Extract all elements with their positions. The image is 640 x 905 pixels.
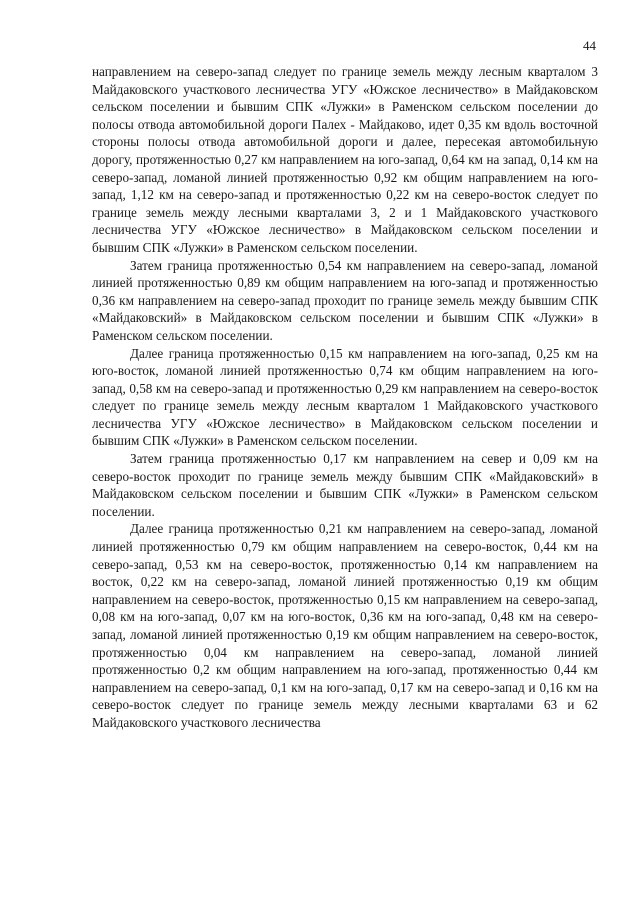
paragraph-4: Затем граница протяженностью 0,17 км направлением на север и 0,09 км на северо-восток проходит по границе земель между бывшим СПК «Майдаковский» в Майдаковском сельском поселении и бывшим СПК «Лужки» в Раменском сельском поселении. <box>92 451 598 519</box>
paragraph-1: направлением на северо-запад следует по границе земель между лесным кварталом 3 Майдаковского участкового лесничества УГУ «Южское лесничество» в Майдаковском сельском поселении и бывшим СПК «Лужки» в Раменском сельском поселении до полосы отвода автомобильной дороги Палех - Майдаково, идет 0,35 км вдоль восточной стороны полосы отвода автомобильной дороги и далее, пересекая автомобильную дорогу, протяженностью 0,27 км направлением на юго-запад, 0,64 км на запад, 0,14 км на северо-запад, ломаной линией протяженностью 0,92 км общим направлением на юго-запад, 1,12 км на северо-запад и протяженностью 0,22 км на северо-восток следует по границе земель между лесными кварталами 3, 2 и 1 Майдаковского участкового лесничества УГУ «Южское лесничество» в Майдаковском сельском поселении и бывшим СПК «Лужки» в Раменском сельском поселении. <box>92 64 598 255</box>
document-body <box>92 63 598 732</box>
paragraph-3: Далее граница протяженностью 0,15 км направлением на юго-запад, 0,25 км на юго-восток, ломаной линией протяженностью 0,74 км общим направлением на юго-запад, 0,58 км на северо-запад и протяженностью 0,29 км направлением на северо-восток следует по границе земель между лесным кварталом 1 Майдаковского участкового лесничества УГУ «Южское лесничество» в Майдаковском сельском поселении и бывшим СПК «Лужки» в Раменском сельском поселении. <box>92 345 598 449</box>
paragraph-5: Далее граница протяженностью 0,21 км направлением на северо-запад, ломаной линией протяженностью 0,79 км общим направлением на северо-восток, 0,44 км на северо-запад, 0,53 км на северо-восток, протяженностью 0,14 км направлением на восток, 0,22 км на северо-запад, ломаной линией протяженностью 0,19 км общим направлением на северо-восток, протяженностью 0,15 км направлением на северо-запад, 0,08 км на юго-запад, 0,07 км на юго-восток, 0,36 км на юго-запад, 0,48 км на северо-запад, ломаной линией протяженностью 0,19 км общим направлением на северо-восток, протяженностью 0,04 км направлением на северо-запад, ломаной линией протяженностью 0,2 км общим направлением на юго-запад, протяженностью 0,44 км направлением на северо-запад, 0,1 км на юго-запад, 0,17 км на северо-запад и 0,16 км на северо-восток следует по границе земель между лесными кварталами 63 и 62 Майдаковского участкового лесничества <box>92 521 598 730</box>
paragraph-2: Затем граница протяженностью 0,54 км направлением на северо-запад, ломаной линией протяженностью 0,89 км общим направлением на юго-запад и протяженностью 0,36 км направлением на северо-запад проходит по границе земель между бывшим СПК «Майдаковский» в Майдаковском сельском поселении и бывшим СПК «Лужки» в Раменском сельском поселении. <box>92 257 598 343</box>
page-number: 44 <box>583 38 596 53</box>
